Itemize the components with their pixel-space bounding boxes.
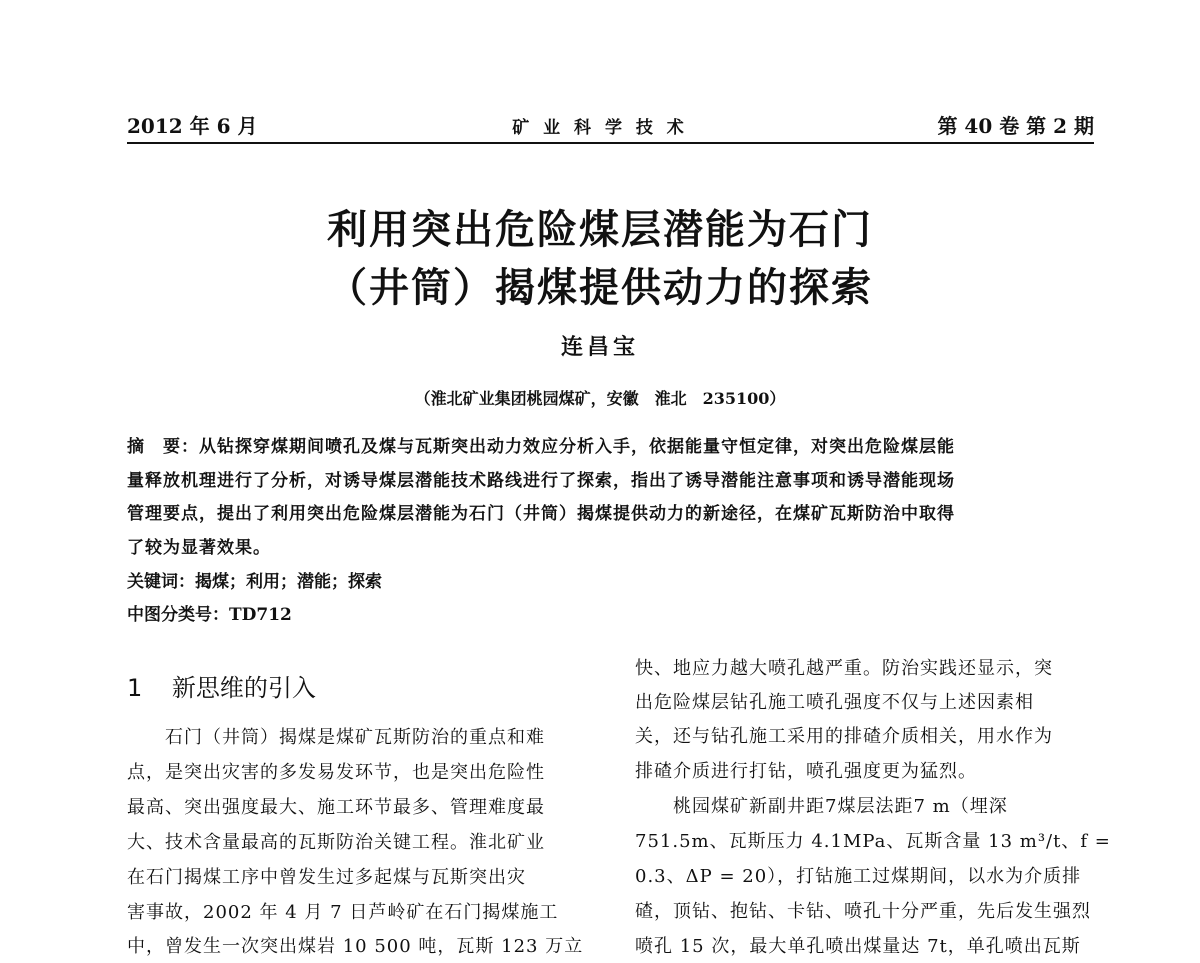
title-line-2: （井筒）揭煤提供动力的探索	[327, 264, 873, 311]
section-title: 新思维的引入	[171, 674, 316, 702]
keywords: 关键词：揭煤；利用；潜能；探索	[127, 572, 382, 592]
section-heading	[127, 668, 316, 703]
header-journal: 矿 业 科 学 技 术	[512, 118, 688, 138]
header-date: 2012 年 6 月	[127, 114, 258, 138]
body-line: 大、技术含量最高的瓦斯防治关键工程。淮北矿业	[127, 832, 545, 853]
abstract-line: 摘 要：从钻探穿煤期间喷孔及煤与瓦斯突出动力效应分析入手，依据能量守恒定律，对突出危险煤层能	[127, 437, 955, 457]
abstract-line: 了较为显著效果。	[127, 538, 271, 558]
body-line: 碴，顶钻、抱钻、卡钻、喷孔十分严重，先后发生强烈	[635, 901, 1091, 922]
body-line: 出危险煤层钻孔施工喷孔强度不仅与上述因素相	[635, 692, 1034, 713]
body-line: 桃园煤矿新副井距7煤层法距7 m（埋深	[635, 796, 1008, 817]
body-line: 点，是突出灾害的多发易发环节，也是突出危险性	[127, 762, 545, 783]
body-line: 快、地应力越大喷孔越严重。防治实践还显示，突	[635, 658, 1053, 679]
author-name: 连昌宝	[560, 334, 639, 360]
classification-number: 中图分类号：TD712	[127, 605, 292, 625]
abstract-line: 管理要点，提出了利用突出危险煤层潜能为石门（井筒）揭煤提供动力的新途径，在煤矿瓦斯防治中取得	[127, 504, 955, 524]
header-rule	[127, 142, 1094, 144]
title-line-1: 利用突出危险煤层潜能为石门	[327, 206, 873, 253]
section-number: 1	[127, 674, 143, 702]
abstract-line: 量释放机理进行了分析，对诱导煤层潜能技术路线进行了探索，指出了诱导潜能注意事项和诱导潜能现场	[127, 471, 955, 491]
header-issue: 第 40 卷 第 2 期	[937, 114, 1094, 138]
body-line: 喷孔 15 次，最大单孔喷出煤量达 7t，单孔喷出瓦斯	[635, 936, 1081, 957]
body-line: 害事故，2002 年 4 月 7 日芦岭矿在石门揭煤施工	[127, 902, 559, 923]
affiliation: （淮北矿业集团桃园煤矿，安徽 淮北 235100）	[414, 389, 786, 408]
body-line: 最高、突出强度最大、施工环节最多、管理难度最	[127, 797, 545, 818]
body-line: 751.5m、瓦斯压力 4.1MPa、瓦斯含量 13 m³/t、f =	[635, 831, 1111, 852]
body-line: 中，曾发生一次突出煤岩 10 500 吨，瓦斯 123 万立	[127, 936, 584, 957]
body-line: 石门（井筒）揭煤是煤矿瓦斯防治的重点和难	[127, 727, 545, 748]
body-line: 排碴介质进行打钻，喷孔强度更为猛烈。	[635, 761, 977, 782]
body-line: 关，还与钻孔施工采用的排碴介质相关，用水作为	[635, 726, 1053, 747]
body-line: 0.3、ΔP = 20），打钻施工过煤期间，以水为介质排	[635, 866, 1082, 887]
body-line: 在石门揭煤工序中曾发生过多起煤与瓦斯突出灾	[127, 867, 526, 888]
